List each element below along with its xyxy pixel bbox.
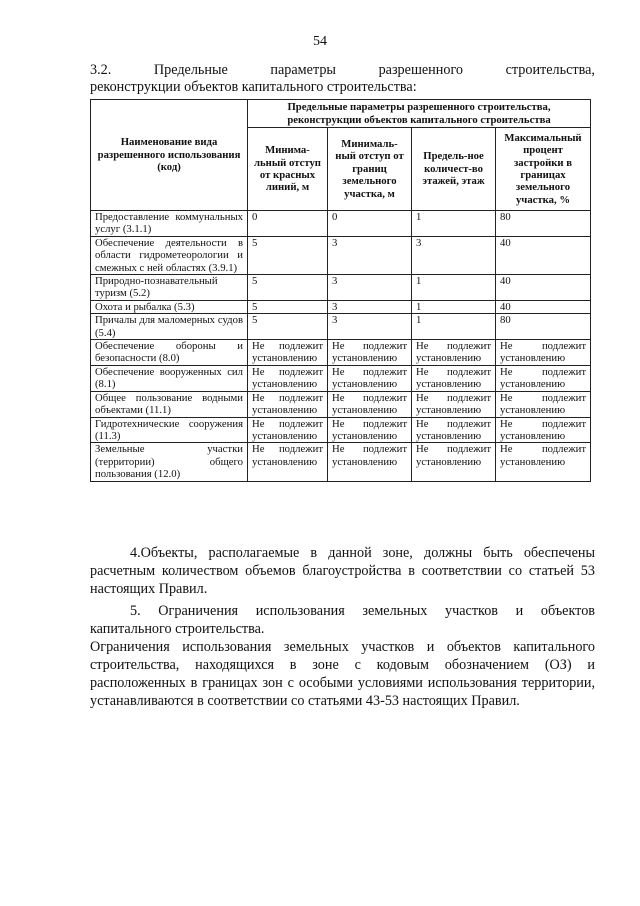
section-heading xyxy=(90,62,595,96)
row-value-cell: 80 xyxy=(496,211,591,237)
limits-table xyxy=(90,99,591,482)
paragraph-4: 4.Объекты, располагаемые в данной зоне, должны быть обеспечены расчетным количеством объемов благоустройства в соответствии со статьей 53 настоящих Правил. xyxy=(90,545,595,597)
table-row xyxy=(91,300,591,313)
row-value-cell: Не подлежит установлению xyxy=(328,340,412,366)
row-value-cell: Не подлежит установлению xyxy=(496,365,591,391)
row-value-cell: 80 xyxy=(496,314,591,340)
column-header-max-coverage: Максимальный процент застройки в границах земельного участка, % xyxy=(496,128,591,211)
row-name-cell: Предоставление коммунальных услуг (3.1.1) xyxy=(91,211,248,237)
row-value-cell: 40 xyxy=(496,236,591,274)
row-value-cell: Не подлежит установлению xyxy=(328,365,412,391)
row-value-cell: 1 xyxy=(412,211,496,237)
row-value-cell: Не подлежит установлению xyxy=(412,443,496,481)
paragraph-5-title: 5. Ограничения использования земельных участков и объектов капитального строительства. xyxy=(90,603,595,637)
row-value-cell: Не подлежит установлению xyxy=(412,391,496,417)
heading-word: параметры xyxy=(270,62,336,78)
row-value-cell: 0 xyxy=(328,211,412,237)
row-name-cell: Природно-познавательный туризм (5.2) xyxy=(91,275,248,301)
heading-line-1 xyxy=(90,62,595,79)
row-value-cell: Не подлежит установлению xyxy=(328,391,412,417)
row-value-cell: Не подлежит установлению xyxy=(248,417,328,443)
row-value-cell: 5 xyxy=(248,314,328,340)
column-header-name: Наименование вида разрешенного использования (код) xyxy=(91,100,248,211)
row-value-cell: 0 xyxy=(248,211,328,237)
row-value-cell: Не подлежит установлению xyxy=(328,443,412,481)
page-number: 54 xyxy=(313,34,327,49)
row-name-cell: Охота и рыбалка (5.3) xyxy=(91,300,248,313)
paragraph-5-body: Ограничения использования земельных участков и объектов капитального строительства, находящихся в зоне с кодовым обозначением (ОЗ) и расположенных в границах зон с особыми условиями использования территории, устанавливаются в соответствии со статьями 43-53 настоящих Правил. xyxy=(90,639,595,709)
row-value-cell: Не подлежит установлению xyxy=(412,417,496,443)
row-value-cell: 3 xyxy=(412,236,496,274)
row-value-cell: 1 xyxy=(412,300,496,313)
table-row xyxy=(91,236,591,274)
row-value-cell: 1 xyxy=(412,275,496,301)
table-row xyxy=(91,211,591,237)
table-row xyxy=(91,314,591,340)
row-name-cell: Земельные участки (территории) общего пользования (12.0) xyxy=(91,443,248,481)
table-row xyxy=(91,443,591,481)
row-name-cell: Причалы для маломерных судов (5.4) xyxy=(91,314,248,340)
row-value-cell: 3 xyxy=(328,300,412,313)
row-value-cell: Не подлежит установлению xyxy=(248,365,328,391)
table-body xyxy=(91,211,591,482)
table-row xyxy=(91,365,591,391)
table-row xyxy=(91,275,591,301)
row-value-cell: Не подлежит установлению xyxy=(496,417,591,443)
row-value-cell: 40 xyxy=(496,275,591,301)
row-value-cell: 3 xyxy=(328,314,412,340)
column-header-red-line-setback: Минима-льный отступ от красных линий, м xyxy=(248,128,328,211)
row-value-cell: Не подлежит установлению xyxy=(412,365,496,391)
row-value-cell: Не подлежит установлению xyxy=(248,443,328,481)
row-value-cell: 40 xyxy=(496,300,591,313)
row-name-cell: Обеспечение вооруженных сил (8.1) xyxy=(91,365,248,391)
column-header-max-floors: Предель-ное количест-во этажей, этаж xyxy=(412,128,496,211)
row-value-cell: Не подлежит установлению xyxy=(248,391,328,417)
row-name-cell: Гидротехнические сооружения (11.3) xyxy=(91,417,248,443)
row-value-cell: Не подлежит установлению xyxy=(496,340,591,366)
row-value-cell: Не подлежит установлению xyxy=(248,340,328,366)
row-name-cell: Обеспечение обороны и безопасности (8.0) xyxy=(91,340,248,366)
row-name-cell: Общее пользование водными объектами (11.1) xyxy=(91,391,248,417)
row-value-cell: 5 xyxy=(248,236,328,274)
heading-word: 3.2. xyxy=(90,62,112,78)
column-header-boundary-setback: Минималь-ный отступ от границ земельного участка, м xyxy=(328,128,412,211)
row-name-cell: Обеспечение деятельности в области гидрометеорологии и смежных с ней областях (3.9.1) xyxy=(91,236,248,274)
row-value-cell: Не подлежит установлению xyxy=(496,391,591,417)
body-text xyxy=(90,544,595,710)
row-value-cell: 3 xyxy=(328,275,412,301)
row-value-cell: 1 xyxy=(412,314,496,340)
row-value-cell: Не подлежит установлению xyxy=(496,443,591,481)
heading-word: разрешенного xyxy=(378,62,464,78)
row-value-cell: Не подлежит установлению xyxy=(328,417,412,443)
heading-word: строительства, xyxy=(505,62,595,78)
group-header: Предельные параметры разрешенного строительства, реконструкции объектов капитального строительства xyxy=(248,100,591,128)
heading-line-2: реконструкции объектов капитального строительства: xyxy=(90,79,417,95)
row-value-cell: 5 xyxy=(248,300,328,313)
row-value-cell: 5 xyxy=(248,275,328,301)
table-row xyxy=(91,391,591,417)
table-row xyxy=(91,417,591,443)
row-value-cell: Не подлежит установлению xyxy=(412,340,496,366)
row-value-cell: 3 xyxy=(328,236,412,274)
table-row xyxy=(91,340,591,366)
heading-word: Предельные xyxy=(153,62,228,78)
